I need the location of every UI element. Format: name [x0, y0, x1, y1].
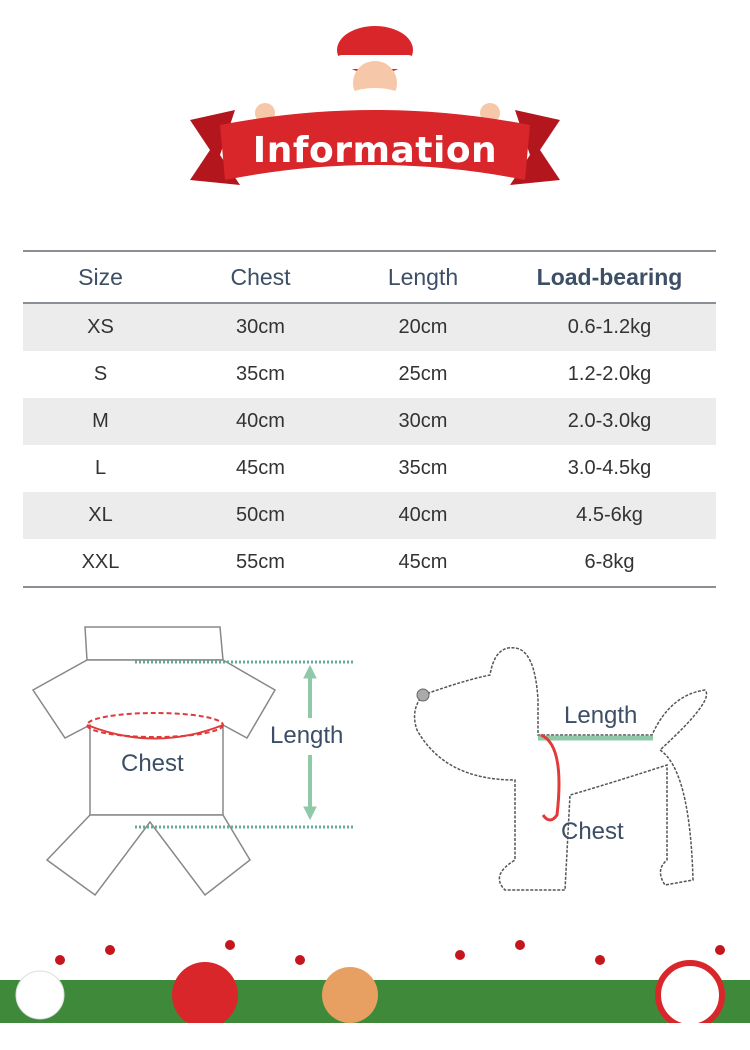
cell-chest: 30cm: [236, 316, 285, 338]
christmas-decoration-footer: [0, 925, 750, 1050]
garment-chest-label: Chest: [121, 750, 184, 777]
header-chest: Chest: [230, 263, 291, 290]
cell-load-bearing: 6-8kg: [584, 551, 635, 573]
table-row: [23, 445, 716, 492]
cell-chest: 50cm: [236, 504, 285, 526]
ornament-icon: [172, 962, 238, 1028]
dog-length-label: Length: [564, 702, 638, 729]
cell-load-bearing: 0.6-1.2kg: [567, 316, 652, 338]
dog-chest-label: Chest: [561, 818, 624, 845]
garment-diagram: [25, 620, 365, 900]
cell-chest: 40cm: [236, 410, 285, 432]
cell-size: M: [92, 410, 109, 432]
banner-title: Information: [252, 130, 498, 171]
reindeer-icon: [322, 967, 378, 1023]
header-size: Size: [78, 263, 123, 290]
cell-load-bearing: 2.0-3.0kg: [567, 410, 652, 432]
candy-icon: [658, 963, 722, 1027]
garment-length-label: Length: [270, 722, 344, 749]
cell-chest: 45cm: [236, 457, 285, 479]
header-length: Length: [387, 263, 459, 290]
snowman-icon: [16, 971, 64, 1019]
table-row: [23, 304, 716, 351]
dog-diagram: [405, 640, 725, 900]
cell-length: 20cm: [398, 316, 448, 338]
cell-load-bearing: 1.2-2.0kg: [567, 363, 652, 385]
table-row: [23, 539, 716, 586]
cell-length: 35cm: [398, 457, 448, 479]
cell-chest: 55cm: [236, 551, 285, 573]
cell-size: XS: [87, 316, 114, 338]
size-table: [23, 250, 716, 588]
cell-load-bearing: 4.5-6kg: [576, 504, 643, 526]
cell-size: L: [94, 457, 107, 479]
cell-length: 45cm: [398, 551, 448, 573]
table-row: [23, 492, 716, 539]
cell-size: S: [93, 363, 108, 385]
table-row: [23, 398, 716, 445]
header-load-bearing: Load-bearing: [536, 263, 683, 290]
cell-size: XXL: [81, 551, 120, 573]
cell-length: 40cm: [398, 504, 448, 526]
cell-length: 30cm: [398, 410, 448, 432]
cell-chest: 35cm: [236, 363, 285, 385]
table-row: [23, 351, 716, 398]
cell-load-bearing: 3.0-4.5kg: [567, 457, 652, 479]
table-header-row: [23, 252, 716, 304]
cell-size: XL: [88, 504, 113, 526]
cell-length: 25cm: [398, 363, 448, 385]
